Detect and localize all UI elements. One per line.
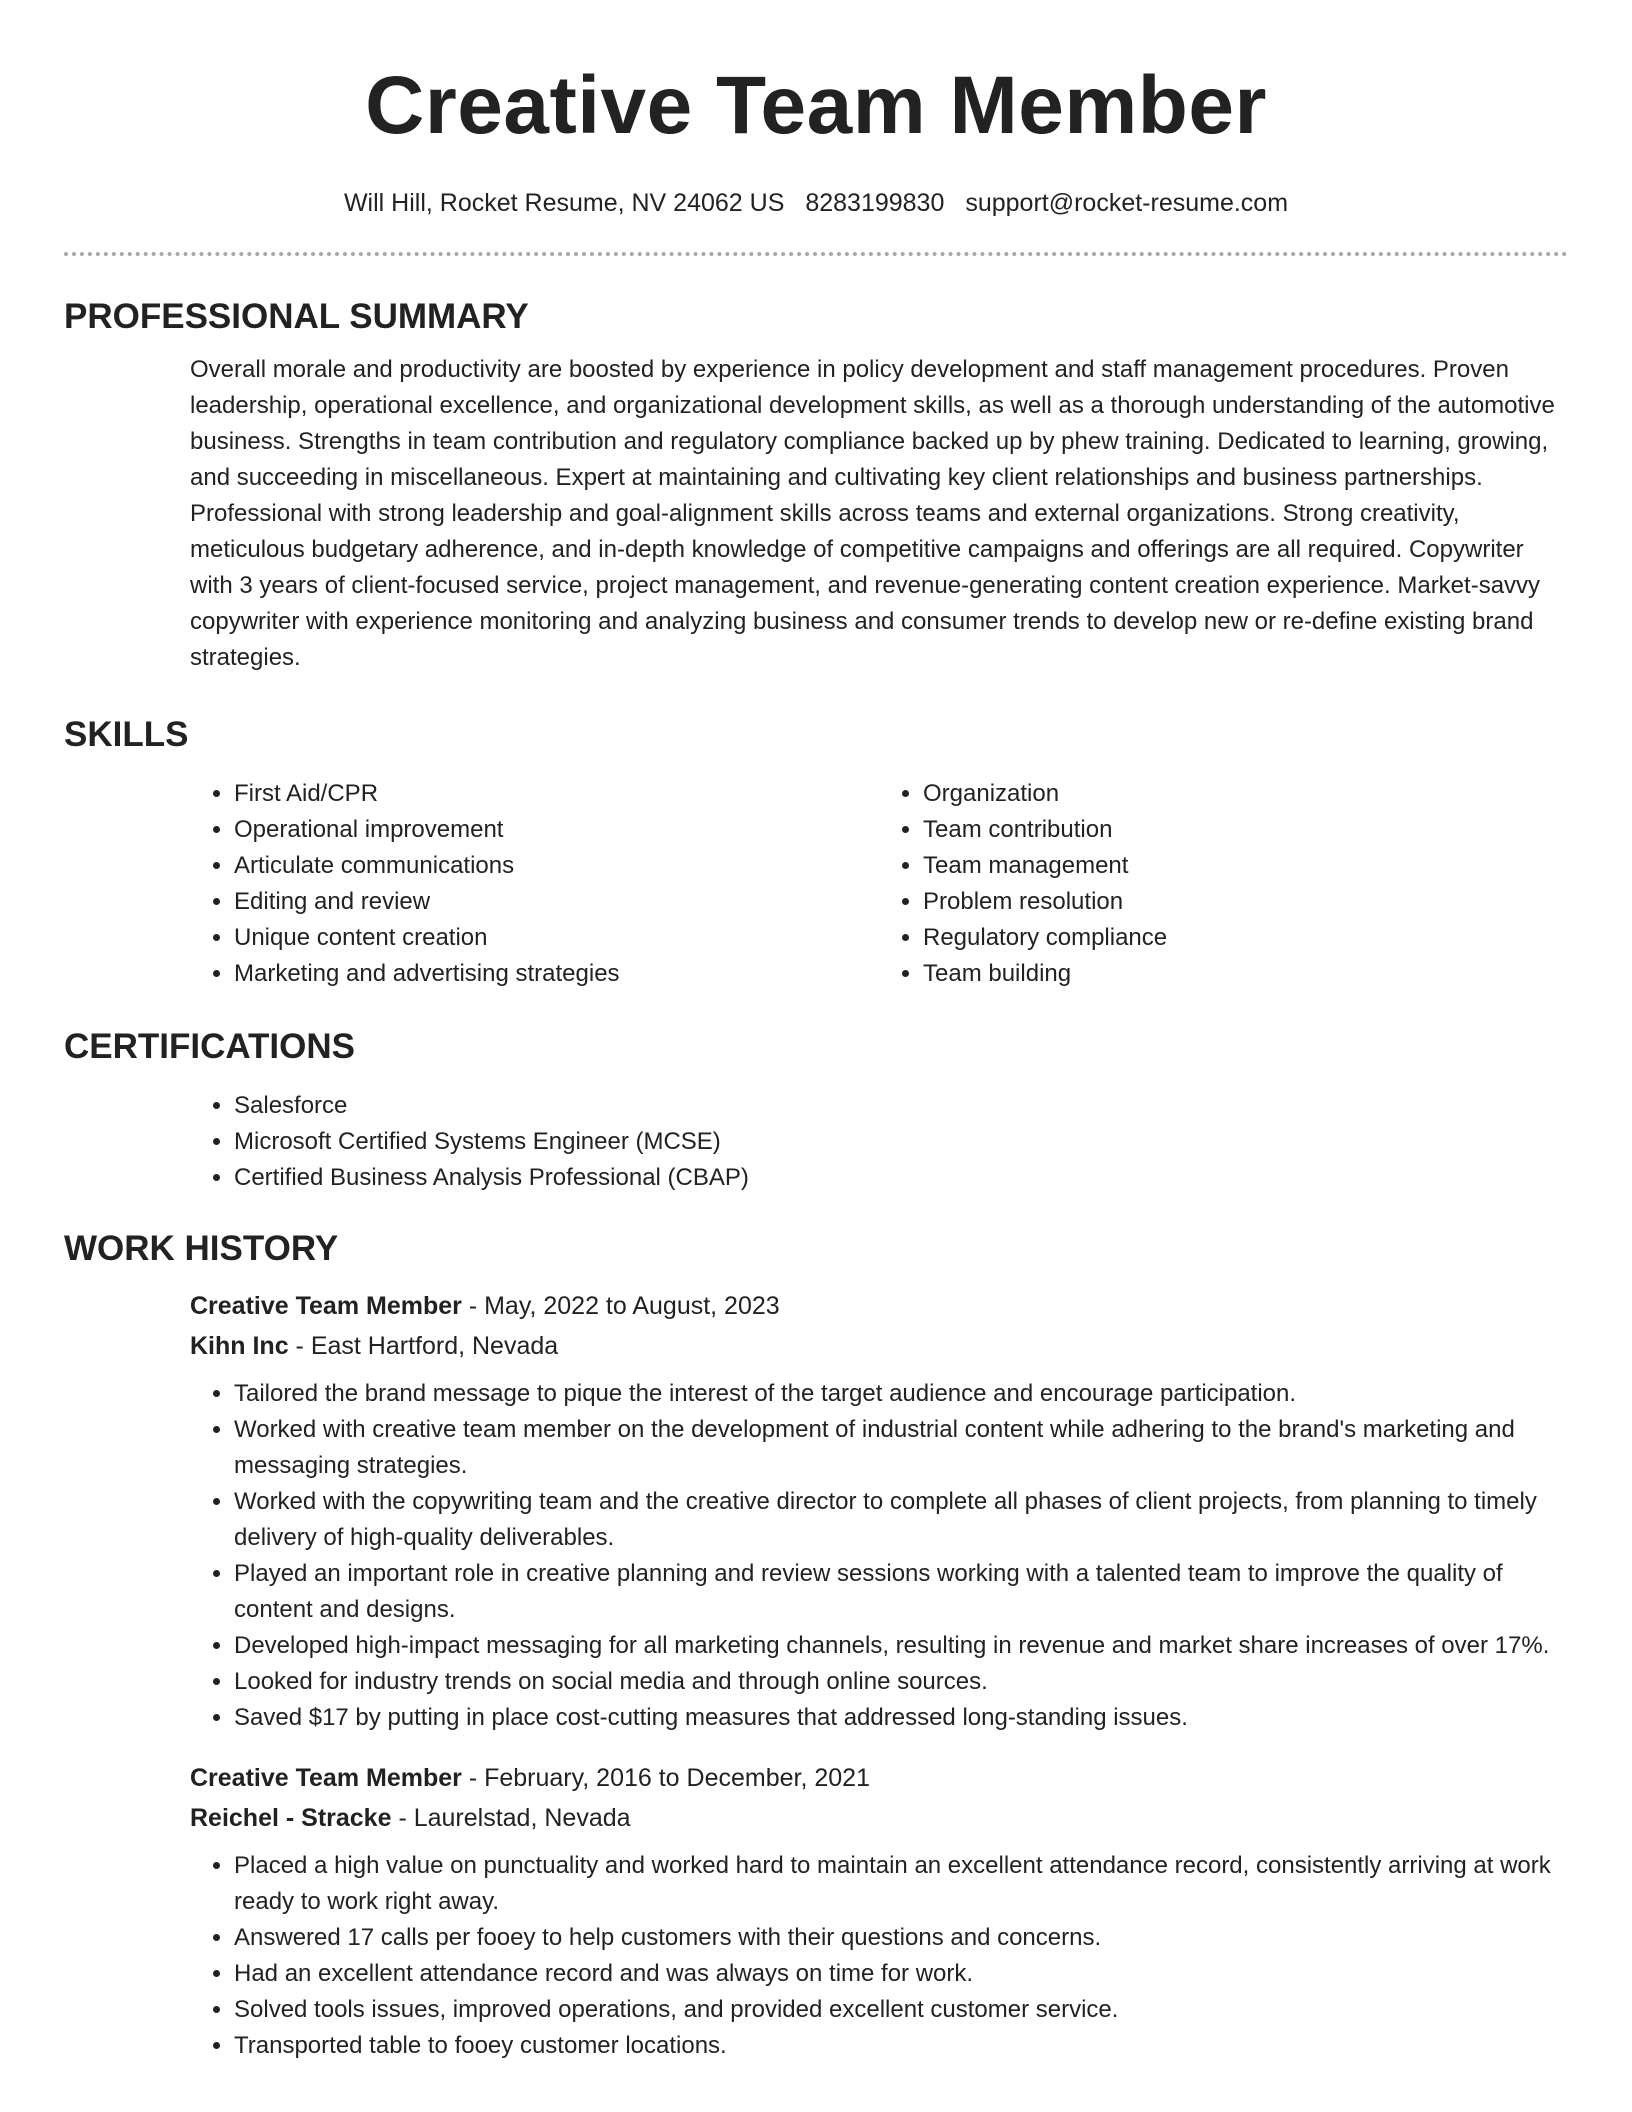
skill-item: • Team contribution: [923, 812, 1568, 848]
skills-title: SKILLS: [64, 715, 189, 754]
job-bullet: • Played an important role in creative planning and review sessions working with a talented team to improve the quality of content and designs.: [234, 1556, 1568, 1628]
job-company-line: [190, 1326, 1568, 1366]
work-history-section: [64, 1228, 1568, 2064]
job-bullet: • Saved $17 by putting in place cost-cutting measures that addressed long-standing issues.: [234, 1700, 1568, 1736]
summary-section: [64, 296, 1568, 676]
job-bullet: • Worked with creative team member on the development of industrial content while adhering to the brand's marketing and messaging strategies.: [234, 1412, 1568, 1484]
skills-list-left: [190, 776, 879, 992]
job-bullet: • Looked for industry trends on social media and through online sources.: [234, 1664, 1568, 1700]
header-divider: [64, 252, 1568, 256]
job-bullets: [190, 1376, 1568, 1736]
skill-item: • Editing and review: [234, 884, 879, 920]
certification-item: • Salesforce: [234, 1088, 1568, 1124]
certifications-section: [64, 1026, 1568, 1196]
skill-item: • Team management: [923, 848, 1568, 884]
job-bullet: • Solved tools issues, improved operations, and provided excellent customer service.: [234, 1992, 1568, 2028]
job-bullet: • Transported table to fooey customer locations.: [234, 2028, 1568, 2064]
contact-phone: 8283199830: [805, 189, 945, 217]
skill-item: • Organization: [923, 776, 1568, 812]
skill-item: • Problem resolution: [923, 884, 1568, 920]
job-dates: - May, 2022 to August, 2023: [461, 1292, 780, 1320]
job-bullet: • Had an excellent attendance record and was always on time for work.: [234, 1956, 1568, 1992]
resume-name: Creative Team Member: [365, 60, 1267, 151]
job-title: Creative Team Member: [190, 1292, 462, 1320]
skills-list-right: [879, 776, 1568, 992]
skill-item: • Unique content creation: [234, 920, 879, 956]
contact-email: support@rocket-resume.com: [965, 189, 1289, 217]
job-title: Creative Team Member: [190, 1764, 462, 1792]
job-bullets: [190, 1848, 1568, 2064]
job-title-line: [190, 1286, 1568, 1326]
summary-title: PROFESSIONAL SUMMARY: [64, 297, 529, 336]
work-history-title: WORK HISTORY: [64, 1229, 339, 1268]
job-bullet: • Developed high-impact messaging for all marketing channels, resulting in revenue and market share increases of over 17%.: [234, 1628, 1568, 1664]
skill-item: • Regulatory compliance: [923, 920, 1568, 956]
job-company-line: [190, 1798, 1568, 1838]
contact-address: Will Hill, Rocket Resume, NV 24062 US: [343, 189, 785, 217]
job-bullet: • Placed a high value on punctuality and worked hard to maintain an excellent attendance record, consistently arriving at work ready to work right away.: [234, 1848, 1568, 1920]
job-company: Kihn Inc: [190, 1332, 289, 1360]
skill-item: • First Aid/CPR: [234, 776, 879, 812]
job-title-line: [190, 1758, 1568, 1798]
job-dates: - February, 2016 to December, 2021: [461, 1764, 870, 1792]
resume-page: [64, 0, 1568, 2059]
job-bullet: • Worked with the copywriting team and the creative director to complete all phases of client projects, from planning to timely delivery of high-quality deliverables.: [234, 1484, 1568, 1556]
job-company: Reichel - Stracke: [190, 1804, 392, 1832]
job-bullet: • Tailored the brand message to pique the interest of the target audience and encourage participation.: [234, 1376, 1568, 1412]
job-entry: [190, 1286, 1568, 1736]
certification-item: • Certified Business Analysis Professional (CBAP): [234, 1160, 1568, 1196]
contact-line: [64, 188, 1568, 218]
certification-item: • Microsoft Certified Systems Engineer (MCSE): [234, 1124, 1568, 1160]
job-bullet: • Answered 17 calls per fooey to help customers with their questions and concerns.: [234, 1920, 1568, 1956]
skill-item: • Team building: [923, 956, 1568, 992]
summary-text: Overall morale and productivity are boosted by experience in policy development and staff management procedures. Proven leadership, operational excellence, and organizational development skills, as well as a thorough understanding of the automotive business. Strengths in team contribution and regulatory compliance backed up by phew training. Dedicated to learning, growing, and succeeding in miscellaneous. Expert at maintaining and cultivating key client relationships and business partnerships. Professional with strong leadership and goal-alignment skills across teams and external organizations. Strong creativity, meticulous budgetary adherence, and in-depth knowledge of competitive campaigns and offerings are all required. Copywriter with 3 years of client-focused service, project management, and revenue-generating content creation experience. Market-savvy copywriter with experience monitoring and analyzing business and consumer trends to develop new or re-define existing brand strategies.: [190, 356, 1555, 671]
certifications-list: [190, 1088, 1568, 1196]
job-location: - East Hartford, Nevada: [288, 1332, 559, 1360]
job-entry: [190, 1758, 1568, 2064]
skill-item: • Operational improvement: [234, 812, 879, 848]
job-location: - Laurelstad, Nevada: [391, 1804, 631, 1832]
certifications-title: CERTIFICATIONS: [64, 1027, 356, 1066]
skills-section: [64, 714, 1568, 992]
skill-item: • Marketing and advertising strategies: [234, 956, 879, 992]
skill-item: • Articulate communications: [234, 848, 879, 884]
